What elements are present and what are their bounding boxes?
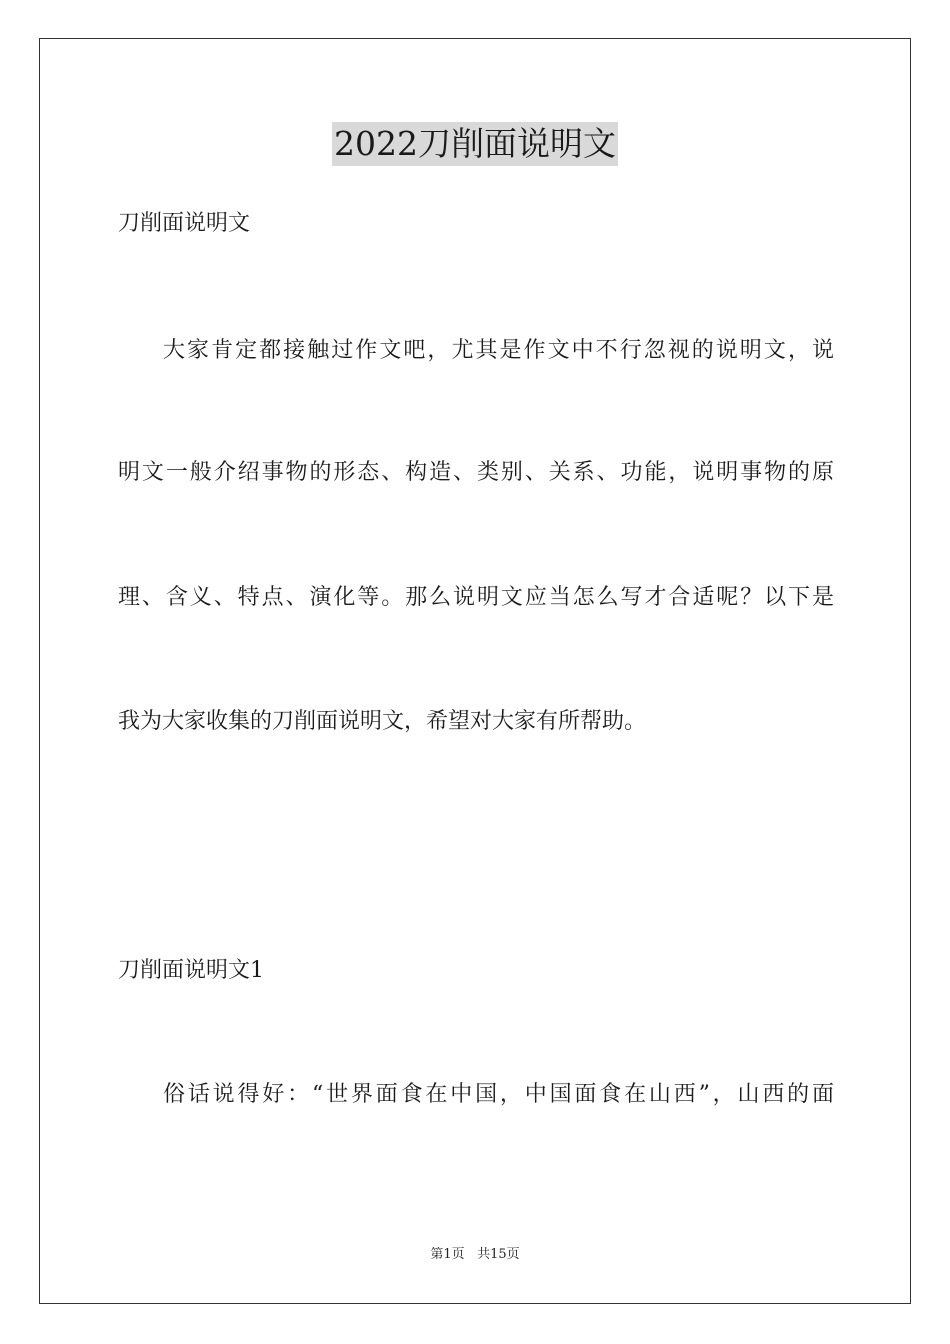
document-subtitle: 刀削面说明文 [118,211,251,236]
document-title-text: 2022刀削面说明文 [332,122,618,166]
document-title [0,122,950,166]
section-heading: 刀削面说明文1 [118,958,264,983]
paragraph-line: 理、含义、特点、演化等。那么说明文应当怎么写才合适呢？以下是 [118,585,834,610]
paragraph-line: 大家肯定都接触过作文吧，尤其是作文中不行忽视的说明文，说 [163,338,834,363]
paragraph-line: 明文一般介绍事物的形态、构造、类别、关系、功能，说明事物的原 [118,460,834,485]
page-footer [0,1246,950,1264]
page-number: 第1页 [430,1247,465,1262]
page-total: 共15页 [477,1247,520,1262]
paragraph-line: 我为大家收集的刀削面说明文，希望对大家有所帮助。 [118,709,647,734]
paragraph-line: 俗话说得好：“世界面食在中国，中国面食在山西”，山西的面 [163,1082,834,1107]
